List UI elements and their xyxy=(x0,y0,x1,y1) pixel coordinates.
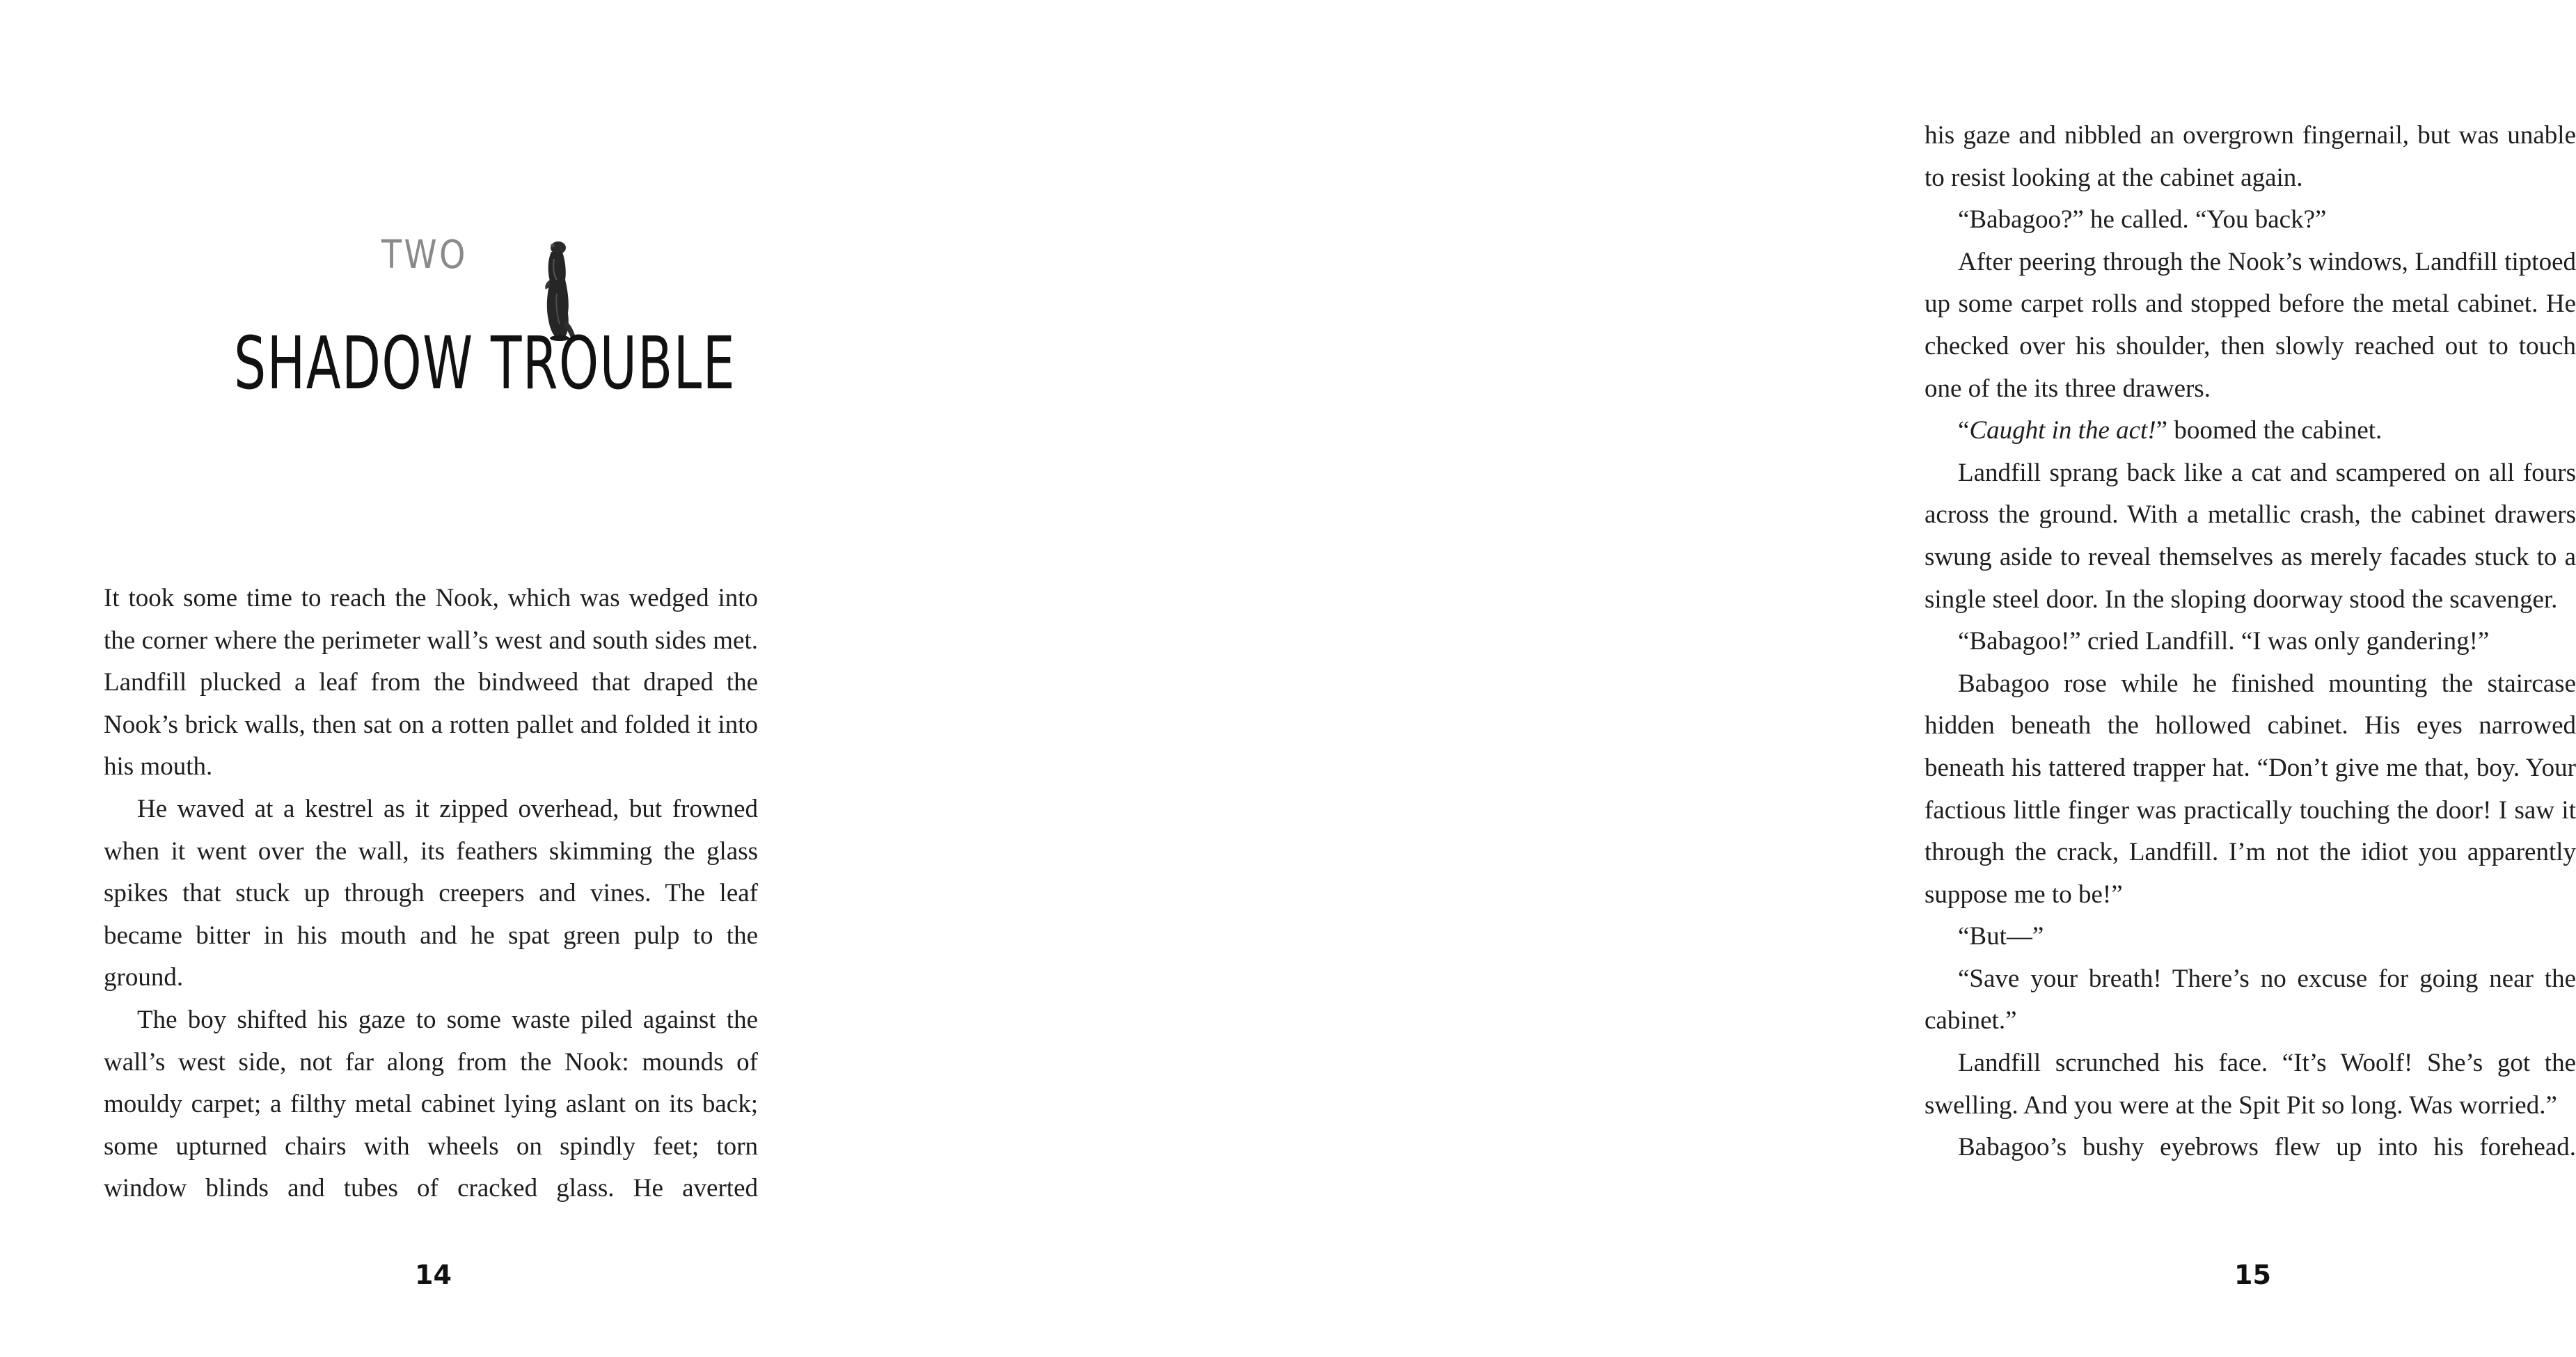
paragraph: Babagoo’s bushy eyebrows flew up into his forehead. xyxy=(1958,1133,2576,1162)
chapter-title: SHADOW TROUBLE xyxy=(234,321,736,406)
paragraph: “Babagoo!” cried Landfill. “I was only gandering!” xyxy=(1958,627,2490,656)
paragraph: It took some time to reach the Nook, which was wedged into the corner where the perimeter wall’s west and south sides met. Landfill plucked a leaf from the bindweed that draped the Nook’s brick walls, then sat on a rotten pallet and folded it into his mouth. xyxy=(104,584,758,781)
paragraph: Landfill scrunched his face. “It’s Woolf! She’s got the swelling. And you were at the Spit Pit so long. Was worried.” xyxy=(1925,1049,2576,1120)
paragraph: Babagoo rose while he finished mounting the staircase hidden beneath the hollowed cabinet. His eyes narrowed beneath his tattered trapper hat. “Don’t give me that, boy. Your factious little finger was practically touching the door! I saw it through the crack, Landfill. I’m not the idiot you apparently suppose me to be!” xyxy=(1925,669,2576,909)
paragraph: “Babagoo?” he called. “You back?” xyxy=(1958,205,2327,235)
paragraph: “But—” xyxy=(1958,922,2044,951)
dialogue-open: “ xyxy=(1958,416,1970,445)
paragraph-continuation: his gaze and nibbled an overgrown fingernail, but was unable to resist looking at the cabinet again. xyxy=(1925,121,2576,192)
paragraph xyxy=(1925,410,2576,452)
right-page-body xyxy=(1925,115,2576,1169)
left-page-body xyxy=(104,578,758,1210)
paragraph: He waved at a kestrel as it zipped overhead, but frowned when it went over the wall, its feathers skimming the glass spikes that stuck up through creepers and vines. The leaf became bitter in his mouth and he spat green pulp to the ground. xyxy=(104,794,758,992)
emphasized-text: Caught in the act! xyxy=(1969,416,2156,445)
dialogue-rest: ” boomed the cabinet. xyxy=(2156,416,2383,445)
paragraph: After peering through the Nook’s windows, Landfill tiptoed up some carpet rolls and stopped before the metal cabinet. He checked over his shoulder, then slowly reached out to touch one of the its three drawers. xyxy=(1925,247,2576,403)
left-page xyxy=(0,0,891,1357)
right-page xyxy=(891,0,2576,1357)
paragraph: The boy shifted his gaze to some waste piled against the wall’s west side, not far along from the Nook: mounds of mouldy carpet; a filthy metal cabinet lying aslant on its back; some upturned chairs with wheels on spindly feet; torn window blinds and tubes of cracked glass. He averted xyxy=(104,1005,758,1203)
paragraph: “Save your breath! There’s no excuse for going near the cabinet.” xyxy=(1925,964,2576,1035)
paragraph: Landfill sprang back like a cat and scampered on all fours across the ground. With a metallic crash, the cabinet drawers swung aside to reveal themselves as merely facades stuck to a single steel door. In the sloping doorway stood the scavenger. xyxy=(1925,458,2576,614)
page-number: 15 xyxy=(2234,1260,2271,1290)
page-number: 14 xyxy=(415,1260,452,1290)
chapter-number: TWO xyxy=(381,232,468,278)
